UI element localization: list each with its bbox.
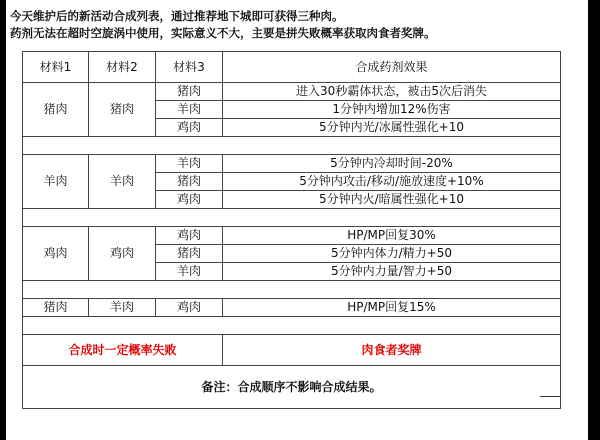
spacer-row	[23, 209, 561, 227]
effect-cell: HP/MP回复30%	[223, 227, 561, 245]
table-row	[23, 83, 561, 101]
effect-cell: 5分钟内力量/智力+50	[223, 263, 561, 281]
material-3-cell: 猪肉	[156, 83, 223, 101]
single-material-1: 猪肉	[23, 299, 89, 317]
material-3-cell: 猪肉	[156, 245, 223, 263]
effect-cell: 进入30秒霸体状态，被击5次后消失	[223, 83, 561, 101]
note-row	[23, 366, 561, 409]
divider-line	[540, 396, 560, 397]
document-sheet	[6, 0, 588, 440]
material-3-cell: 羊肉	[156, 263, 223, 281]
single-material-3: 鸡肉	[156, 299, 223, 317]
header-material-2: 材料2	[89, 52, 156, 83]
intro-text	[10, 8, 570, 42]
material-3-cell: 鸡肉	[156, 227, 223, 245]
effect-cell: 5分钟内火/暗属性强化+10	[223, 191, 561, 209]
group-1-material-2: 猪肉	[89, 83, 156, 137]
spacer-row	[23, 317, 561, 335]
group-1-material-1: 猪肉	[23, 83, 89, 137]
effect-cell: 5分钟内攻击/移动/施放速度+10%	[223, 173, 561, 191]
group-2-material-1: 羊肉	[23, 155, 89, 209]
intro-line-2: 药剂无法在超时空旋涡中使用，实际意义不大，主要是拼失败概率获取肉食者奖牌。	[10, 26, 436, 40]
material-3-cell: 猪肉	[156, 173, 223, 191]
spacer-row	[23, 137, 561, 155]
intro-line-1: 今天维护后的新活动合成列表，通过推荐地下城即可获得三种肉。	[10, 9, 344, 23]
single-material-2: 羊肉	[89, 299, 156, 317]
effect-cell: 1分钟内增加12%伤害	[223, 101, 561, 119]
material-3-cell: 羊肉	[156, 101, 223, 119]
header-material-1: 材料1	[23, 52, 89, 83]
table-row	[23, 155, 561, 173]
material-3-cell: 羊肉	[156, 155, 223, 173]
group-3-material-1: 鸡肉	[23, 227, 89, 281]
table-header-row	[23, 52, 561, 83]
recipe-table	[22, 51, 561, 409]
table-row	[23, 227, 561, 245]
table-row	[23, 299, 561, 317]
material-3-cell: 鸡肉	[156, 119, 223, 137]
material-3-cell: 鸡肉	[156, 191, 223, 209]
effect-cell: 5分钟内体力/精力+50	[223, 245, 561, 263]
remark-text: 备注：合成顺序不影响合成结果。	[23, 366, 561, 409]
header-effect: 合成药剂效果	[223, 52, 561, 83]
header-material-3: 材料3	[156, 52, 223, 83]
failure-reward: 肉食者奖牌	[223, 335, 561, 366]
spacer-row	[23, 281, 561, 299]
effect-cell: 5分钟内光/冰属性强化+10	[223, 119, 561, 137]
group-2-material-2: 羊肉	[89, 155, 156, 209]
group-3-material-2: 鸡肉	[89, 227, 156, 281]
effect-cell: 5分钟内冷却时间-20%	[223, 155, 561, 173]
single-effect: HP/MP回复15%	[223, 299, 561, 317]
failure-row	[23, 335, 561, 366]
failure-note: 合成时一定概率失败	[23, 335, 223, 366]
